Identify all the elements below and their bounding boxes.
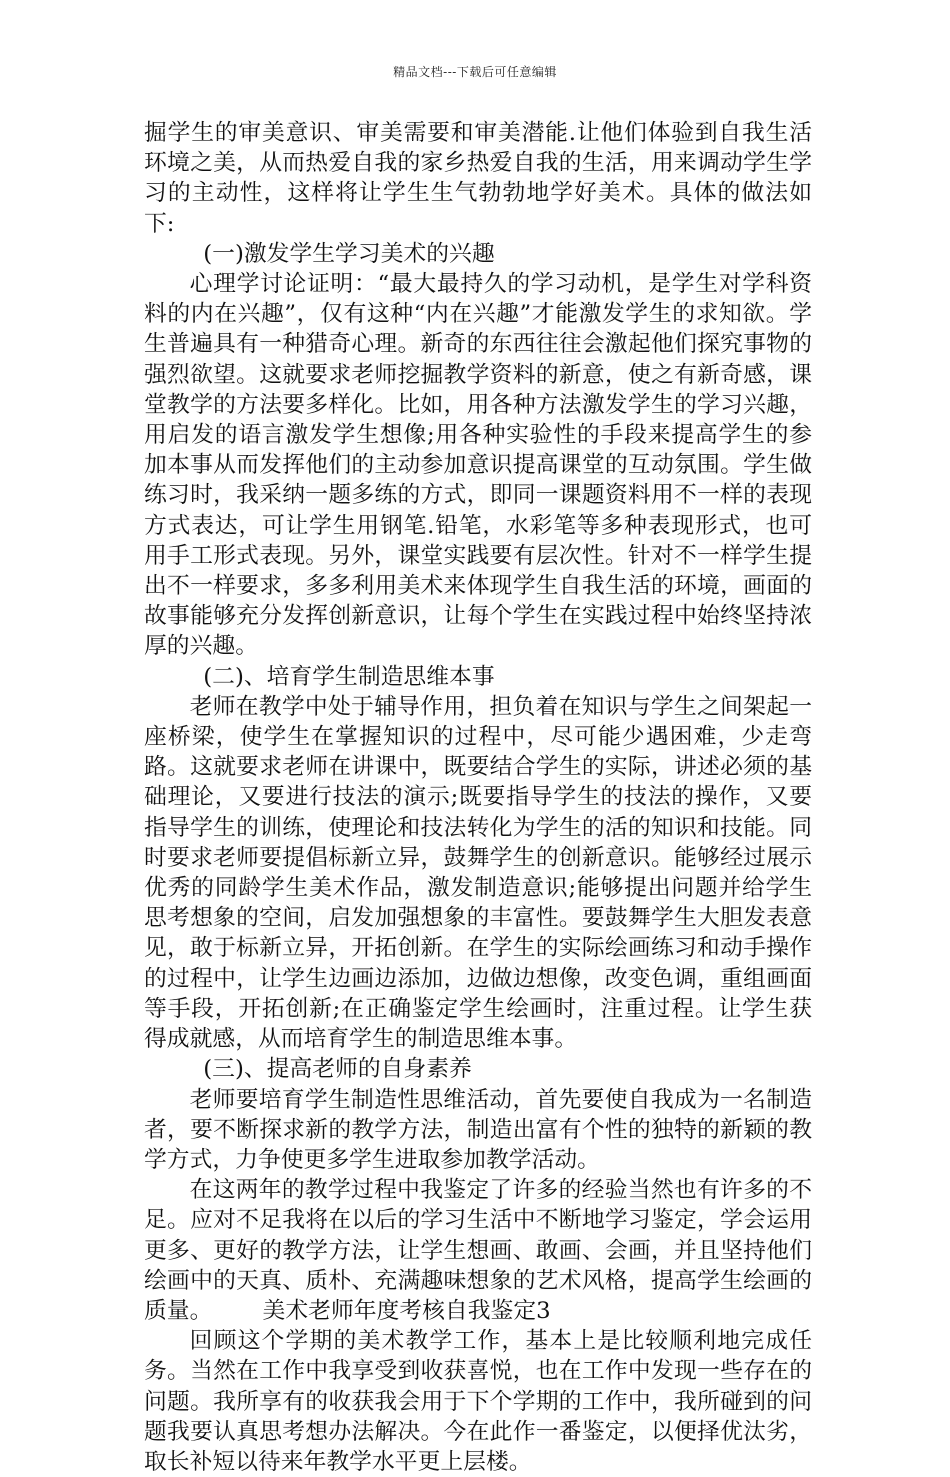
summary-paragraph [144, 1175, 812, 1326]
page-header: 精品文档---下载后可任意编辑 [393, 65, 557, 79]
section-3-paragraph: 老师要培育学生制造性思维活动，首先要使自我成为一名制造者，要不断探求新的教学方法，制造出富有个性的独特的新颖的教学方式，力争使更多学生进取参加教学活动。 [144, 1086, 812, 1173]
summary-text: 在这两年的教学过程中我鉴定了许多的经验当然也有许多的不足。应对不足我将在以后的学习生活中不断地学习鉴定，学会运用更多、更好的教学方法，让学生想画、敢画、会画，并且坚持他们绘画中的天真、质朴、充满趣味想象的艺术风格，提高学生绘画的质量。 [144, 1177, 812, 1324]
section-1-paragraph: 心理学讨论证明：“最大最持久的学习动机，是学生对学科资料的内在兴趣”，仅有这种“内在兴趣”才能激发学生的求知欲。学生普遍具有一种猎奇心理。新奇的东西往往会激起他们探究事物的强烈欲望。这就要求老师挖掘教学资料的新意，使之有新奇感，课堂教学的方法要多样化。比如，用各种方法激发学生的学习兴趣，用启发的语言激发学生想像;用各种实验性的手段来提高学生的参加本事从而发挥他们的主动参加意识提高课堂的互动氛围。学生做练习时，我采纳一题多练的方式，即同一课题资料用不一样的表现方式表达，可让学生用钢笔.铅笔，水彩笔等多种表现形式，也可用手工形式表现。另外，课堂实践要有层次性。针对不一样学生提出不一样要求，多多利用美术来体现学生自我生活的环境，画面的故事能够充分发挥创新意识，让每个学生在实践过程中始终坚持浓厚的兴趣。 [144, 271, 812, 660]
review-paragraph: 回顾这个学期的美术教学工作，基本上是比较顺利地完成任务。当然在工作中我享受到收获喜悦，也在工作中发现一些存在的问题。我所享有的收获我会用于下个学期的工作中，我所碰到的问题我要认真思考想办法解决。今在此作一番鉴定，以便择优汰劣，取长补短以待来年教学水平更上层楼。 [144, 1328, 812, 1475]
section-heading-3: (三)、提高老师的自身素养 [203, 1056, 472, 1083]
intro-paragraph: 掘学生的审美意识、审美需要和审美潜能.让他们体验到自我生活环境之美，从而热爱自我的家乡热爱自我的生活，用来调动学生学习的主动性，这样将让学生生气勃勃地学好美术。具体的做法如下: [144, 120, 812, 237]
section-2-paragraph: 老师在教学中处于辅导作用，担负着在知识与学生之间架起一座桥梁，使学生在掌握知识的过程中，尽可能少遇困难，少走弯路。这就要求老师在讲课中，既要结合学生的实际，讲述必须的基础理论，又要进行技法的演示;既要指导学生的技法的操作，又要指导学生的训练，使理论和技法转化为学生的活的知识和技能。同时要求老师要提倡标新立异，鼓舞学生的创新意识。能够经过展示优秀的同龄学生美术作品，激发制造意识;能够提出问题并给学生思考想象的空间，启发加强想象的丰富性。要鼓舞学生大胆发表意见，敢于标新立异，开拓创新。在学生的实际绘画练习和动手操作的过程中，让学生边画边添加，边做边想像，改变色调，重组画面等手段，开拓创新;在正确鉴定学生绘画时，注重过程。让学生获得成就感，从而培育学生的制造思维本事。 [144, 693, 812, 1053]
document-body [144, 118, 812, 1477]
document-subtitle: 美术老师年度考核自我鉴定3 [262, 1297, 551, 1324]
section-heading-1: (一)激发学生学习美术的兴趣 [203, 240, 495, 267]
section-heading-2: (二)、培育学生制造思维本事 [203, 663, 495, 690]
